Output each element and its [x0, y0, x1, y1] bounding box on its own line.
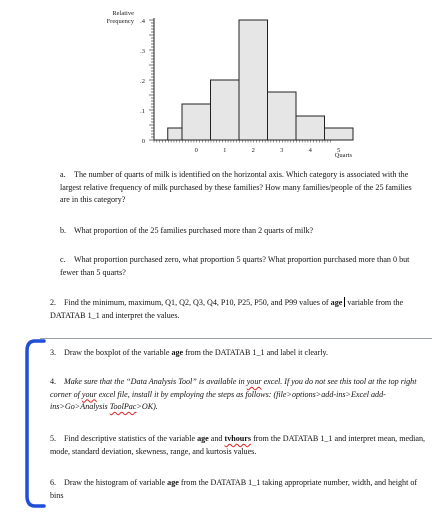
spellcheck-word[interactable]: your [246, 377, 262, 386]
x-tick-label: 0 [194, 147, 198, 154]
spellcheck-word[interactable]: tvhours [224, 434, 252, 443]
histogram-bar [211, 80, 240, 140]
x-tick-label: 4 [308, 147, 312, 154]
histogram-bar [239, 20, 268, 140]
question-b: b. What proportion of the 25 families purchased more than 2 quarts of milk? [60, 226, 314, 235]
y-tick-label: .1 [140, 108, 145, 115]
question-c: c. What proportion purchased zero, what proportion 5 quarts? What proportion purchased more than 0 but fewer than 5 quarts? [60, 255, 410, 277]
histogram-bars [168, 20, 353, 140]
question-2: 2. Find the minimum, maximum, Q1, Q2, Q3, Q4, P10, P25, P50, and P99 values of age variable from the DATATAB 1_1 and interpret the values. [50, 298, 404, 320]
question-3: 3. Draw the boxplot of the variable age from the DATATAB 1_1 and label it clearly. [50, 348, 329, 357]
x-tick-label: 3 [280, 147, 284, 154]
y-tick-label: .2 [140, 78, 145, 85]
y-axis-label: Frequency [106, 18, 134, 25]
histogram-bar [182, 104, 211, 140]
section-divider [40, 338, 432, 339]
question-a: a. The number of quarts of milk is identified on the horizontal axis. Which category is associated with the largest relative frequency of milk purchased by these families? How many families/people of the 25 families are in this category? [60, 170, 412, 204]
bracket-stroke [27, 341, 44, 506]
question-4: 4. Make sure that the “Data Analysis Tool” is available in your excel. If you do not see this tool at the top right corner of your excel file, install it by employing the steps as follows: (file>options>add-ins>Excel add-ins>Go>Analysis ToolPac>OK). [50, 377, 417, 411]
y-tick-label: .3 [140, 48, 145, 55]
y-axis-label: Relative [112, 10, 134, 17]
x-tick-label: 1 [223, 147, 227, 154]
histogram-bar [268, 92, 297, 140]
relative-frequency-histogram [0, 0, 432, 170]
question-5: 5. Find descriptive statistics of the variable age and tvhours from the DATATAB 1_1 and interpret mean, median, mode, standard deviation, skewness, range, and kurtosis values. [50, 434, 426, 456]
y-tick-label: .4 [140, 18, 145, 25]
spellcheck-word[interactable]: ToolPac [109, 402, 137, 411]
y-tick-label: 0 [141, 138, 145, 145]
histogram-bar [296, 116, 325, 140]
spellcheck-word[interactable]: your [81, 389, 97, 399]
question-6: 6. Draw the histogram of variable age from the DATATAB 1_1 taking appropriate number, width, and height of bins [50, 478, 418, 500]
x-tick-label: 2 [251, 147, 255, 154]
x-axis-label: Quarts [334, 152, 352, 159]
histogram-bar [325, 128, 354, 140]
x-tick-label: 5 [337, 147, 341, 154]
